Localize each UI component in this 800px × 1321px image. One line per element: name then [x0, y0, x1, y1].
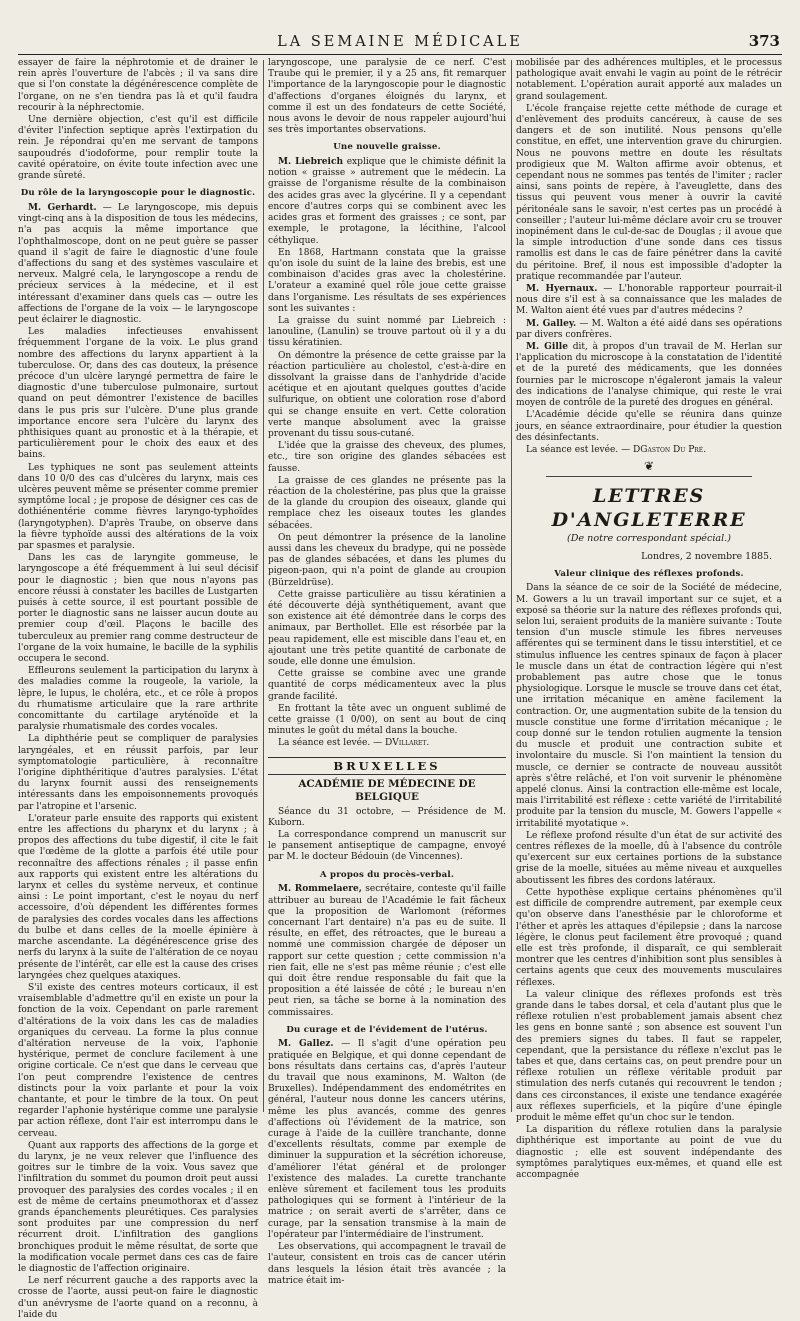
signature: Villaret	[392, 738, 427, 749]
paragraph: L'idée que la graisse des cheveux, des plumes, etc., tire son origine des glandes sébacées est fausse.	[268, 441, 506, 474]
paragraph: La séance est levée. — DVillaret.	[278, 738, 430, 749]
speaker-name: M. Galley.	[526, 318, 577, 329]
paragraph: Une dernière objection, c'est qu'il est difficile d'éviter l'infection septique après l'extirpation du rein. Je répondrai qu'en me servant de tampons saupoudrés d'iodoforme, pour remplir toute la cavité opératoire, on évite toute infection avec une grande sûreté.	[18, 115, 258, 182]
paragraph	[268, 1039, 506, 1241]
paragraph: L'école française rejette cette méthode de curage et d'enlèvement des produits cancéreux, à cause de ses dangers et de son inutilité. Nous pensons qu'elle constitue, en effet, une intervention grave du chirurgien. Nous ne pouvons mettre en doute les résultats prodigieux que M. Walton affirme avoir obtenus, et cependant nous ne sommes pas tentés de l'imiter ; racler ainsi, sans points de repère, à l'aveuglette, dans des tissus qui peuvent vous mener à ouvrir la cavité péritonéale sans le savoir, n'est certes pas un procédé à conseiller ; l'auteur lui-même déclare avoir cru se trouver inopinément dans le cul-de-sac de Douglas ; il avoue que la simple introduction d'une sonde dans ces tissus ramollis est dans le cas de faire pénétrer dans la cavité du péritoine. Bref, il nous est impossible d'adopter la pratique recommandée par l'auteur.	[516, 103, 782, 282]
speaker-name: M. Rommelaere,	[278, 884, 362, 895]
paragraph: On peut démontrer la présence de la lanoline aussi dans les cheveux du bradype, qui ne possède pas de glandes sébacées, et dans les plumes du pigeon-paon, qui n'a point de glande au croupion (Bürzeldrüse).	[268, 532, 506, 588]
seance-line: Séance du 31 octobre, — Présidence de M. Kuborn.	[268, 806, 506, 828]
paragraph: Dans les cas de laryngite gommeuse, le laryngoscope a été fréquemment à lui seul décisif pour le diagnostic ; bien que nous n'ayons pas encore réussi à constater les bacilles de Lustgarten puisés à cette source, il est pourtant possible de porter le diagnostic sans ne laisser aucun doute au premier coup d'œil. Plaçons le bacille des tuberculeux au premier rang comme destructeur de l'organe de la voix humaine, le bacille de la syphilis occupera le second.	[18, 553, 258, 665]
journal-title: LA SEMAINE MÉDICALE	[277, 34, 523, 50]
paragraph: La graisse de ces glandes ne présente pas la réaction de la cholestérine, pas plus que la graisse de la glande du croupion des oiseaux, glande qui remplace chez les oiseaux toutes les glandes sébacées.	[268, 475, 506, 531]
paragraph: La correspondance comprend un manuscrit sur le pansement antiseptique de campagne, envoyé par M. le docteur Bédouin (de Vincennes).	[268, 830, 506, 863]
paragraph: La graisse du suint nommé par Liebreich : lanouline, (Lanulin) se trouve partout où il y a du tissu kératinien.	[268, 315, 506, 349]
divider	[546, 476, 752, 477]
paragraph-text: explique que le chimiste définit la notion « graisse » autrement que le médecin. La graisse de l'organisme résulte de la combinaison des acides gras avec la glycérine. Il y a cependant encore d'autres corps qui se combinent avec les acides gras et forment des graisses ; ce sont, par exemple, le protagone, la lécithine, l'alcool céthylique.	[268, 157, 506, 246]
paragraph: laryngoscope, une paralysie de ce nerf. C'est Traube qui le premier, il y a 25 ans, fit remarquer l'importance de la laryngoscopie pour le diagnostic d'affections d'organes éloignés du larynx, et comme il est un des fondateurs de cette Société, nous avons le devoir de nous rappeler aujourd'hui ses très importantes observations.	[268, 58, 506, 136]
column-2	[268, 58, 506, 1286]
paragraph: En frottant la tête avec un onguent sublimé de cette graisse (1 0/00), on sent au bout de cinq minutes le goût du métal dans la bouche.	[268, 703, 506, 737]
paragraph	[18, 203, 258, 326]
paragraph	[268, 157, 506, 247]
column-divider	[511, 60, 512, 1112]
speaker-name: M. Gallez.	[278, 1039, 334, 1050]
speaker-name: M. Liebreich	[278, 157, 344, 168]
paragraph: La diphthérie peut se compliquer de paralysies laryngéales, et en réussit parfois, par leur symptomatologie particulière, à reconnaître l'origine diphthéritique d'autres paralysies. L'état du larynx fournit aussi des renseignements intéressants dans les empoisonnements provoqués par l'atropine et l'arsenic.	[18, 734, 258, 812]
paragraph: Cette hypothèse explique certains phénomènes qu'il est difficile de comprendre autrement, par exemple ceux qu'on observe dans l'anesthésie par le chloroforme et l'éther et après les attaques d'épilepsie ; dans la narcose légère, le clonus peut facilement être provoqué ; quand elle est très profonde, il disparaît, ce qui semblerait montrer que les centres d'inhibition sont plus sensibles à certains agents que ceux des mouvements musculaires réflexes.	[516, 887, 782, 988]
paragraph-text: — Le laryngoscope, mis depuis vingt-cinq ans à la disposition de tous les médecins, n'a pas acquis la même importance que l'ophthalmoscope, dont on ne peut guère se passer quand il s'agit de faire le diagnostic d'une foule d'affections du sang et des systèmes vasculaire et nerveux. Malgré cela, le laryngoscope a rendu de précieux services à la médecine, et il est intéressant d'examiner dans quels cas — outre les affections de l'organe de la voix — le laryngoscope peut éclairer le diagnostic.	[18, 202, 258, 325]
paragraph: Cette graisse particulière au tissu kératinien a été découverte déjà synthétiquement, avant que son existence ait été démontrée dans le corps des animaux, par Berthollet. Elle est résorbée par la peau rapidement, elle est miscible dans l'eau et, en ajoutant une très petite quantité de carbonate de soude, elle donne une émulsion.	[268, 589, 506, 668]
paragraph: Les observations, qui accompagnent le travail de l'auteur, consistent en trois cas de cancer utérin dans lesquels la lésion était très avancée ; la matrice était im-	[268, 1242, 506, 1286]
column-1	[18, 58, 258, 1320]
section-heading-reflexes: Valeur clinique des réflexes profonds.	[554, 568, 744, 579]
section-heading-graisse: Une nouvelle graisse.	[333, 142, 441, 153]
paragraph: Cette graisse se combine avec une grande quantité de corps médicamenteux avec la plus grande facilité.	[268, 669, 506, 702]
section-heading-laryngoscopie: Du rôle de la laryngoscopie pour le diagnostic.	[20, 188, 256, 199]
running-head	[18, 32, 782, 55]
section-heading-proces-verbal: A propos du procès-verbal.	[319, 869, 455, 880]
paragraph: La disparition du réflexe rotulien dans la paralysie diphthérique est importante au point de vue du diagnostic ; elle est souvent indépendante des symptômes paralytiques eux-mêmes, et quand elle est accompagnée	[516, 1125, 782, 1180]
paragraph: On démontre la présence de cette graisse par la réaction particulière au cholestol, c'est-à-dire en dissolvant la graisse dans de l'anhydride d'acide acétique et en ajoutant quelques gouttes d'acide sulfurique, on obtient une coloration rose d'abord qui se change ensuite en vert. Cette coloration verte manque absolument avec la graisse provenant du tissu sous-cutané.	[268, 350, 506, 439]
paragraph: Effleurons seulement la participation du larynx à des maladies comme la rougeole, la variole, la lèpre, le lupus, le choléra, etc., et ce rôle à propos du rhumatisme articulaire que la rare arthrite concomittante du cartilage aryténoïde et la paralysie rhumatismale des cordes vocales.	[18, 666, 258, 733]
correspondent-line: (De notre correspondant spécial.)	[566, 533, 731, 545]
lettres-title: LETTRES D'ANGLETERRE	[551, 485, 747, 531]
section-heading-curage: Du curage et de l'évidement de l'utérus.	[286, 1024, 488, 1035]
ornament-icon: ❦	[643, 459, 655, 474]
speaker-name: M. Gille	[526, 342, 568, 353]
paragraph	[516, 342, 782, 409]
paragraph-text: — Il s'agit d'une opération peu pratiquée en Belgique, et qui donne cependant de bons résultats dans certains cas, d'après l'auteur du travail que nous examinons, M. Walton (de Bruxelles). Indépendamment des endométrites en général, l'auteur nous donne les cancers utérins, même les plus avancés, comme des genres d'affections où l'évidement de la matrice, son curage à l'aide de la cuillère tranchante, donne d'excellents résultats, comme par exemple de diminuer la suppuration et la sécrétion ichoreuse, d'améliorer l'état général et de prolonger l'existence des malades. La curette tranchante enlève sûrement et facilement tous les produits pathologiques qui se forment à l'intérieur de la matrice ; on serait averti de s'arrêter, dans ce curage, par la sensation transmise à la main de l'opérateur par l'intermédiaire de l'instrument.	[268, 1039, 506, 1240]
signature: Gaston Du Pré	[640, 444, 704, 455]
paragraph-text: dit, à propos d'un travail de M. Herlan sur l'application du microscope à la constatation de l'identité et de la pureté des médicaments, que les données fournies par le microscope n'égaleront jamais la valeur des indications de l'analyse chimique, qui reste le vrai moyen de contrôle de la pureté des drogues en général.	[516, 342, 782, 409]
paragraph: Les typhiques ne sont pas seulement atteints dans 10 0/0 des cas d'ulcères du larynx, mais ces ulcères peuvent même se présenter comme premier symptôme local ; je propose de désigner ces cas de dothiénentérie comme fièvres laryngo-typhoïdes (laryngotyphen). D'après Traube, on observe dans la fièvre typhoïde aussi des altérations de la voix par spasmes et paralysie.	[18, 462, 258, 551]
paragraph: En 1868, Hartmann constata que la graisse qu'on isole du suint de la laine des brebis, est une combinaison d'acides gras avec la cholestérine. L'orateur a examiné quel rôle joue cette graisse dans l'organisme. Les résultats de ses expériences sont les suivantes :	[268, 247, 506, 314]
closing-text: La séance est levée. — D	[526, 444, 641, 455]
paragraph: L'Académie décide qu'elle se réunira dans quinze jours, en séance extraordinaire, pour étudier la question des désinfectants.	[516, 410, 782, 443]
paragraph: S'il existe des centres moteurs corticaux, il est vraisemblable d'admettre qu'il en existe un pour la fonction de la voix. Cependant on parle rarement d'altérations de la voix dans les cas de maladies organiques du cerveau. La forme la plus connue d'altération nerveuse de la voix, l'aphonie hystérique, permet de conclure facilement à une origine corticale. Ce n'est que dans le cerveau que l'on peut comprendre l'existence de centres distincts pour la voix parlante et pour la voix chantante, et pour le timbre de la toux. On peut regarder l'aphonie hystérique comme une paralysie par action réflexe, dont l'air est interrompu dans le cerveau.	[18, 982, 258, 1139]
paragraph: La séance est levée. — DGaston Du Pré.	[526, 444, 707, 455]
paragraph	[268, 884, 506, 1018]
paragraph	[516, 319, 782, 341]
paragraph	[516, 284, 782, 318]
paragraph-text: — M. Walton a été aidé dans ses opérations par divers confrères.	[516, 318, 782, 340]
paragraph: L'orateur parle ensuite des rapports qui existent entre les affections du pharynx et du larynx ; à propos des affections du tube digestif, il cite le fait que l'œdème de la glotte a parfois été utile pour reconnaître des affections rénales ; il passe enfin aux rapports qui existent entre les altérations du larynx et celles du système nerveux, et continue ainsi : Le point important, c'est le noyau du nerf accessoire, d'où dépendent les différentes formes de paralysies des cordes vocales dans les affections du bulbe et dans celles de la moelle épinière à marche ascendante. La dégénérescence grise des nerfs du larynx à la suite de l'altération de ce noyau présente de l'intérêt, car elle est la cause des crises laryngées chez quelques ataxiques.	[18, 813, 258, 981]
speaker-name: M. Hyernaux.	[526, 284, 598, 295]
paragraph-text: — L'honorable rapporteur pourrait-il nous dire s'il est à sa connaissance que les malades de M. Walton aient été vues par d'autres médecins ?	[516, 284, 782, 317]
paragraph: Quant aux rapports des affections de la gorge et du larynx, je ne veux relever que l'influence des goitres sur le timbre de la voix. Vous savez que l'infiltration du sommet du poumon droit peut aussi provoquer des paralysies des cordes vocales ; il en est de même de certains pneumothorax et d'assez grands épanchements pleurétiques. Ces paralysies sont produites par une compression du nerf récurrent droit. L'infiltration des ganglions bronchiques produit le même résultat, de sorte que la modification vocale permet dans ces cas de faire le diagnostic de l'affection originaire.	[18, 1140, 258, 1274]
paragraph: Le nerf récurrent gauche a des rapports avec la crosse de l'aorte, aussi peut-on faire le diagnostic d'un anévrysme de l'aorte quand on a reconnu, à l'aide du	[18, 1276, 258, 1320]
dateline: Londres, 2 novembre 1885.	[641, 551, 772, 563]
column-3	[516, 58, 782, 1180]
column-divider	[263, 60, 264, 1112]
closing-text: La séance est levée. — D	[278, 738, 393, 749]
paragraph: Le réflexe profond résulte d'un état de sur activité des centres réflexes de la moelle, dû à l'absence du contrôle qu'exercent sur eux certaines portions de la substance grise de la moelle, situées au même niveau et auxquelles aboutissent les fibres des cordons latéraux.	[516, 830, 782, 886]
paragraph: La valeur clinique des réflexes profonds est très grande dans le tabes dorsal, et cela d'autant plus que le réflexe rotulien n'est probablement jamais absent chez les gens en bonne santé ; son absence est souvent l'un des premiers signes du tabes. Il faut se rappeler, cependant, que la persistance du réflexe n'exclut pas le tabes et que, dans certains cas, on peut prendre pour un réflexe rotulien un réflexe véritable produit par stimulation des nerfs cutanés qui recouvrent le tendon ; dans ces circonstances, il existe une tendance exagérée aux réflexes superficiels, et la piqûre d'une épingle produit le même effet qu'un choc sur le tendon.	[516, 989, 782, 1123]
city-heading: BRUXELLES	[268, 757, 506, 775]
page-number: 373	[748, 32, 780, 50]
paragraph-text: secrétaire, conteste qu'il faille attribuer au bureau de l'Académie le fait fâcheux que la proposition de Warlomont (réformes concernant l'art dentaire) n'a pas eu de suite. Il résulte, en effet, des rétroactes, que le bureau a nommé une commission chargée de déposer un rapport sur cette question ; cette commission n'a rien fait, elle ne s'est pas même réunie ; c'est elle qui doit être rendue responsable du fait que la proposition a été laissée de côté ; le bureau n'en peut rien, sa tâche se borne à la nomination des commissaires.	[268, 884, 506, 1018]
paragraph: mobilisée par des adhérences multiples, et le processus pathologique avait envahi le vagin au point de le rétrécir notablement. L'opération aurait apporté aux malades un grand soulagement.	[516, 58, 782, 102]
paragraph: Les maladies infectieuses envahissent fréquemment l'organe de la voix. Le plus grand nombre des affections du larynx appartient à la tuberculose. Or, dans des cas douteux, la présence précoce d'un ulcère laryngé permettra de faire le diagnostic d'une tuberculose pulmonaire, surtout quand on peut démontrer l'existence de bacilles dans le pus pris sur l'ulcère. D'une plus grande importance encore sera l'ulcère du larynx des phthisiques quant au pronostic et à la thérapie, et particulièrement pour le choix des eaux et des bains.	[18, 327, 258, 461]
paragraph: Dans la séance de ce soir de la Société de médecine, M. Gowers a lu un travail important sur ce sujet, et a exposé sa théorie sur la nature des réflexes profonds qui, selon lui, seraient produits de la manière suivante : Toute tension d'un muscle stimule les fibres nerveuses afférentes qui se terminent dans le tissu interstitiel, et ce stimulus influence les centres spinaux de façon à placer le muscle dans un état de contraction légère qui n'est probablement pas autre chose que le tonus physiologique. Lorsque le muscle se trouve dans cet état, une irritation mécanique en amène facilement la contraction. Or, une augmentation subite de la tension du muscle constitue une forme d'irritation mécanique ; le coup donné sur le tendon rotulien augmente la tension du muscle et produit une contraction subite et involontaire du muscle. Si l'on maintient la tension du muscle, ce dernier se contracte de nouveau aussitôt après s'être relâché, et l'on voit survenir le phénomène appelé clonus. Ainsi la contraction elle-même est locale, mais l'irritabilité est réflexe : cette variété de l'irritabilité produite par la tension du muscle, M. Gowers l'appelle « irritabilité myotatique ».	[516, 583, 782, 829]
paragraph: essayer de faire la néphrotomie et de drainer le rein après l'ouverture de l'abcès ; il va sans dire que si l'on constate la dégénérescence complète de l'organe, on ne s'en tiendra pas là et qu'il faudra recourir à la néphrectomie.	[18, 58, 258, 113]
speaker-name: M. Gerhardt.	[28, 202, 97, 213]
organization-heading: ACADÉMIE DE MÉDECINE DE BELGIQUE	[298, 777, 476, 803]
